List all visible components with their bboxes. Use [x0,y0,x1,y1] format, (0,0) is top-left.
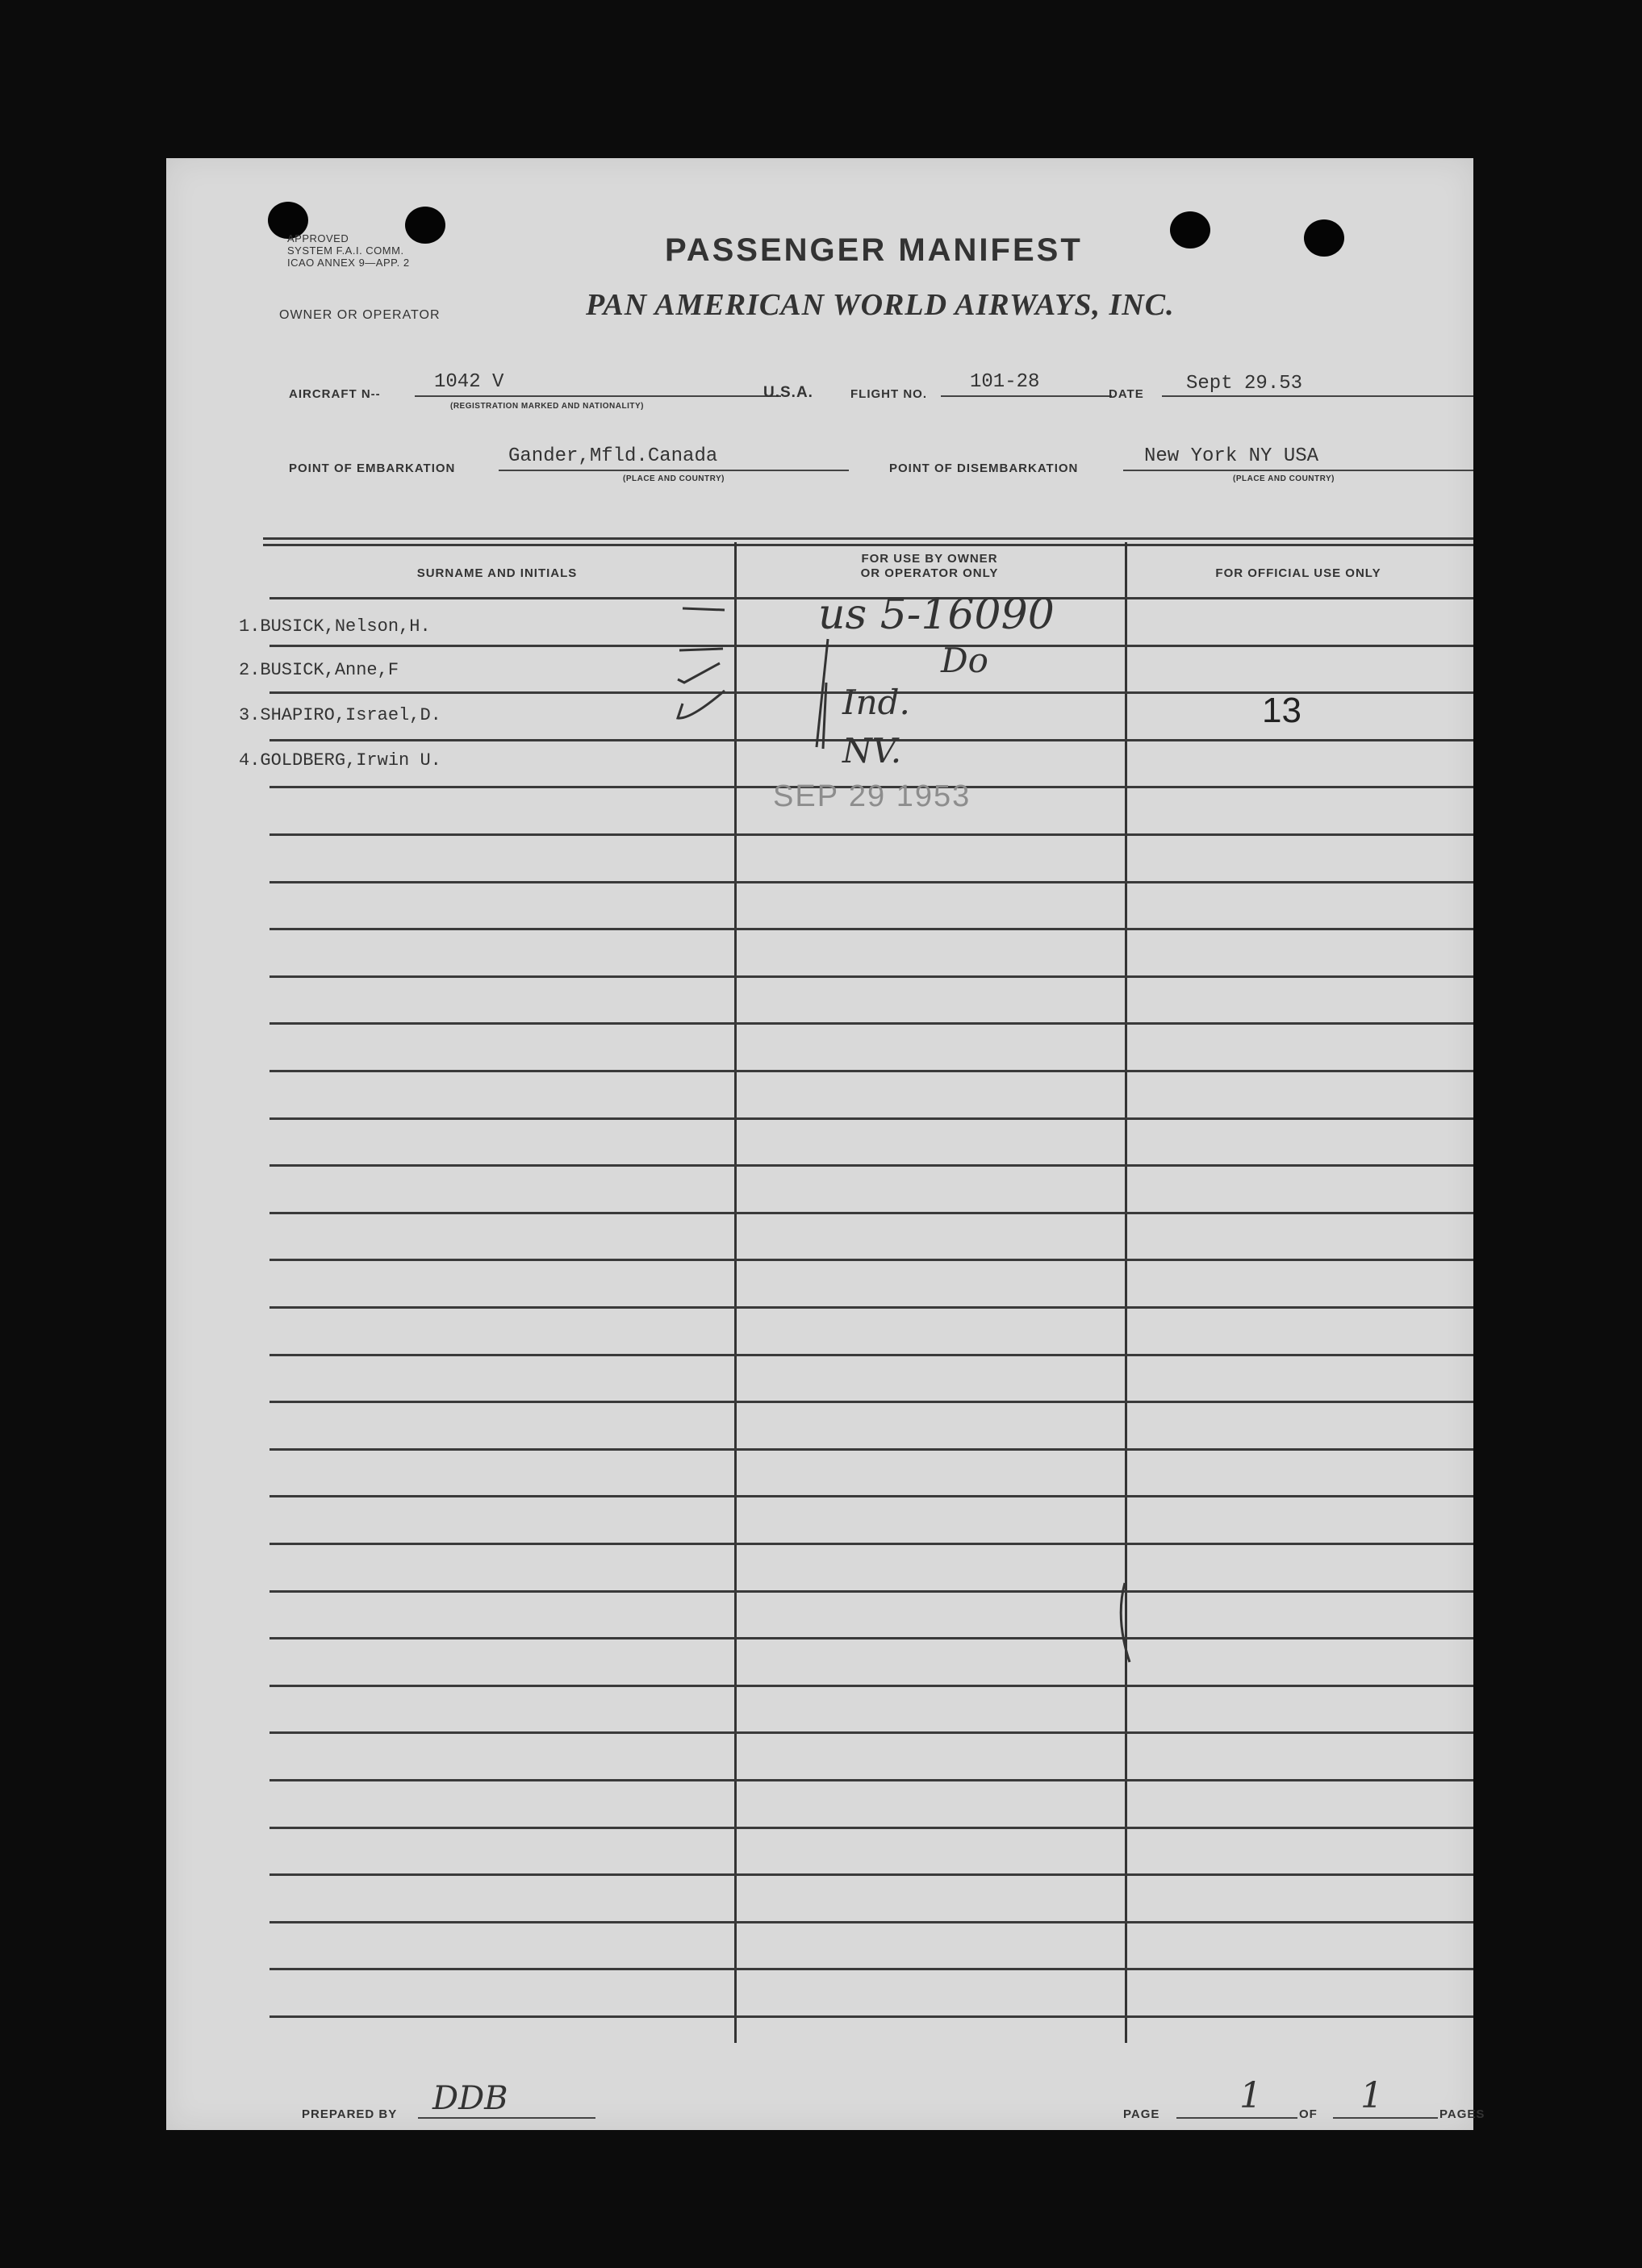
punch-hole [1304,219,1344,257]
passenger-name: GOLDBERG,Irwin U. [260,750,441,771]
manifest-sheet [166,158,1485,2130]
form-title: PASSENGER MANIFEST [665,232,1083,268]
check-marks [666,602,739,787]
disembarkation-value: New York NY USA [1144,445,1319,467]
table-row-line [269,1022,1473,1025]
approval-line: ICAO ANNEX 9—APP. 2 [287,257,410,269]
table-row-line [269,1873,1473,1876]
table-row-line [269,928,1473,930]
passenger-number: 4. [239,750,261,771]
page-total: 1 [1360,2075,1383,2116]
owner-use-header [744,552,1115,581]
passenger-name: BUSICK,Anne,F [260,660,399,680]
surname-header: SURNAME AND INITIALS [416,566,578,580]
embarkation-value: Gander,Mfld.Canada [508,445,718,467]
date-stamp: SEP 29 1953 [773,779,971,813]
table-row-line [269,1306,1473,1309]
table-row-line [269,1543,1473,1545]
passenger-entry [239,705,441,725]
owner-label: OWNER OR OPERATOR [279,308,441,322]
table-row-line [269,1070,1473,1072]
owner-use-header-line: FOR USE BY OWNER [861,552,998,566]
table-row-line [269,1968,1473,1970]
official-use-header: FOR OFFICIAL USE ONLY [1215,566,1381,580]
table-row-line [269,2015,1473,2018]
pencil-mark [1113,1578,1146,1667]
table-row-line [269,833,1473,836]
of-label: OF [1299,2107,1318,2121]
table-row-line [269,1495,1473,1497]
table-row-line [269,1354,1473,1356]
prepared-by-label: PREPARED BY [302,2107,398,2121]
handwritten-stroke [794,634,842,755]
flight-value: 101-28 [970,371,1040,393]
date-label: DATE [1109,387,1144,401]
page-number: 1 [1239,2075,1262,2116]
aircraft-label: AIRCRAFT N-- [289,387,381,401]
official-number: 13 [1262,691,1301,730]
passenger-name: SHAPIRO,Israel,D. [260,705,441,725]
table-row-line [269,881,1473,883]
operator-name: PAN AMERICAN WORLD AIRWAYS, INC. [586,288,1175,322]
approval-line: SYSTEM F.A.I. COMM. [287,244,404,257]
table-row-line [269,645,1473,647]
table-row-line [269,1164,1473,1167]
table-row-line [269,975,1473,978]
aircraft-value: 1042 V [434,371,504,393]
table-row-line [269,1212,1473,1214]
passenger-entry [239,660,399,680]
date-value: Sept 29.53 [1186,373,1303,395]
table-row-line [269,1731,1473,1734]
handwritten-note: NV. [842,731,902,771]
passenger-number: 1. [239,616,261,637]
passenger-number: 2. [239,660,261,680]
handwritten-note: Ind. [842,683,910,722]
table-row-line [269,1827,1473,1829]
punch-hole [405,207,445,244]
table-row-line [269,1401,1473,1403]
handwritten-note: Do [941,641,988,680]
disembarkation-label: POINT OF DISEMBARKATION [889,462,1079,475]
flight-label: FLIGHT NO. [850,387,927,401]
country-label: U.S.A. [763,384,813,401]
table-row-line [269,1637,1473,1639]
table-row-line [269,1779,1473,1781]
approval-line: APPROVED [287,232,349,244]
embarkation-label: POINT OF EMBARKATION [289,462,456,475]
passenger-entry [239,616,431,637]
punch-hole [1170,211,1210,249]
owner-use-header-line: OR OPERATOR ONLY [860,566,999,580]
table-row-line [269,1117,1473,1120]
passenger-entry [239,750,441,771]
embarkation-note: (PLACE AND COUNTRY) [623,474,725,483]
table-row-line [269,1921,1473,1923]
registration-note: (REGISTRATION MARKED AND NATIONALITY) [450,402,644,411]
prepared-by-signature: DDB [432,2080,508,2117]
table-row-line [269,1590,1473,1593]
table-row-line [269,1448,1473,1451]
table-row-line [269,1259,1473,1261]
approval-note [287,232,410,269]
page-label: PAGE [1123,2107,1160,2121]
column-divider [1125,542,1127,2043]
handwritten-note: us 5-16090 [818,591,1055,639]
table-row-line [269,1685,1473,1687]
disembarkation-note: (PLACE AND COUNTRY) [1233,474,1335,483]
pages-label: PAGES [1439,2107,1485,2121]
passenger-number: 3. [239,705,261,725]
passenger-name: BUSICK,Nelson,H. [260,616,431,637]
